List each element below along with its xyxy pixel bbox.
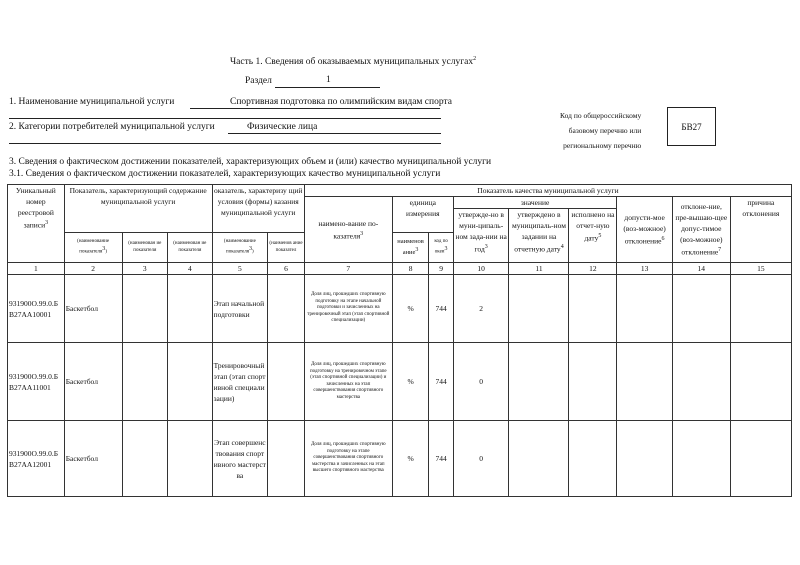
column-number: 5	[212, 263, 268, 275]
section-label: Раздел	[245, 76, 272, 86]
header-content-indicator: Показатель, характеризующий содержание муниципальной услуги	[64, 185, 212, 233]
section-3-1-title: 3.1. Сведения о фактическом достижении показателей, характеризующих качество муниципальной услуги	[9, 169, 441, 179]
row-registry-code: 931900О.99.0.БВ27АА12001	[8, 421, 65, 497]
header-exceeding-deviation: отклоне-ние, пре-вышаю-щее допус-тимое (воз-можное) отклонение$^7$	[672, 197, 730, 263]
column-number: 15	[730, 263, 791, 275]
header-executed: исполнено на отчет-ную дату$^5$	[569, 209, 617, 263]
consumer-category-label: 2. Категории потребителей муниципальной услуги	[9, 122, 215, 132]
row-plan-value: 0	[453, 421, 509, 497]
column-number: 12	[569, 263, 617, 275]
row-stage: Этап совершенствования спортивного мастерства	[212, 421, 268, 497]
header-allowed-deviation: допусти-мое (воз-можное) отклонение$^6$	[617, 197, 673, 263]
sub-indicator-name: (наименован ие показателя	[122, 233, 168, 263]
row-unit: %	[392, 275, 429, 343]
row-okei: 744	[429, 275, 453, 343]
table-row	[8, 343, 792, 421]
column-number: 8	[392, 263, 429, 275]
column-numbers-row	[8, 263, 792, 275]
row-stage: Этап начальной подготовки	[212, 275, 268, 343]
column-number: 13	[617, 263, 673, 275]
column-number: 4	[168, 263, 212, 275]
consumer-category-value: Физические лица	[247, 122, 318, 132]
column-number: 10	[453, 263, 509, 275]
service-name-value: Спортивная подготовка по олимпийским видам спорта	[230, 97, 452, 107]
registry-code-label: Код по общероссийскому базовому перечню или региональному перечню	[560, 111, 642, 150]
sub-indicator-name: (наименование показателя$^3$)	[64, 233, 122, 263]
header-approved-date: утверждено в муниципаль-ном задании на отчетную дату$^4$	[509, 209, 569, 263]
table-row	[8, 275, 792, 343]
row-sport: Баскетбол	[64, 421, 122, 497]
column-number: 1	[8, 263, 65, 275]
row-okei: 744	[429, 343, 453, 421]
row-indicator: Доля лиц, прошедших спортивную подготовку на этапе начальной подготовки и зачисленных на тренировочный этап (этап спортивной специализации)	[304, 275, 392, 343]
header-indicator-name: наимено-вание по-казателя$^3$	[304, 197, 392, 263]
row-okei: 744	[429, 421, 453, 497]
header-approved-year: утвержде-но в муни-ципаль-ном зада-нии на год$^3$	[453, 209, 509, 263]
column-number: 11	[509, 263, 569, 275]
table-row	[8, 421, 792, 497]
sub-unit-okei: код по океи$^3$	[429, 233, 453, 263]
column-number: 9	[429, 263, 453, 275]
row-unit: %	[392, 343, 429, 421]
sub-unit-name: наименов ание$^3$	[392, 233, 429, 263]
quality-indicators-table	[7, 184, 792, 497]
row-unit: %	[392, 421, 429, 497]
header-unique-number: Уникальный номер реестровой записи$^3$	[8, 185, 65, 263]
column-number: 3	[122, 263, 168, 275]
section-number: 1	[326, 75, 331, 85]
header-deviation-reason: причина отклонения	[730, 197, 791, 263]
column-number: 7	[304, 263, 392, 275]
row-sport: Баскетбол	[64, 343, 122, 421]
row-indicator: Доля лиц, прошедших спортивную подготовку на тренировочном этапе (этап спортивной специализации) и зачисленных на этап совершенствования спортивного мастерства	[304, 343, 392, 421]
service-name-label: 1. Наименование муниципальной услуги	[9, 97, 175, 107]
row-stage: Тренировочный этап (этап спортивной специализации)	[212, 343, 268, 421]
section-3-title: 3. Сведения о фактическом достижении показателей, характеризующих объем и (или) качество муниципальной услуги	[9, 157, 492, 167]
row-registry-code: 931900О.99.0.БВ27АА10001	[8, 275, 65, 343]
registry-code-box: БВ27	[667, 107, 716, 146]
header-quality-indicator: Показатель качества муниципальной услуги	[304, 185, 791, 197]
header-value: значение	[453, 197, 616, 209]
sub-indicator-name: (наименование показателя$^3$)	[212, 233, 268, 263]
row-registry-code: 931900О.99.0.БВ27АА11001	[8, 343, 65, 421]
row-plan-value: 2	[453, 275, 509, 343]
header-conditions-indicator: оказатель, характеризу щий условия (формы) казания муниципальной услуги	[212, 185, 304, 233]
row-sport: Баскетбол	[64, 275, 122, 343]
row-indicator: Доля лиц, прошедших спортивную подготовку на этапе совершенствования спортивного мастерства и зачисленных на этап высшего спортивного мастерства	[304, 421, 392, 497]
sub-indicator-name: (наименован ие показателя	[168, 233, 212, 263]
sub-indicator-name: (наименов ание показател	[268, 233, 305, 263]
column-number: 2	[64, 263, 122, 275]
header-unit: единица измерения	[392, 197, 453, 233]
column-number: 14	[672, 263, 730, 275]
row-plan-value: 0	[453, 343, 509, 421]
column-number: 6	[268, 263, 305, 275]
part-title: Часть 1. Сведения об оказываемых муниципальных услугах$^2$	[230, 56, 477, 68]
